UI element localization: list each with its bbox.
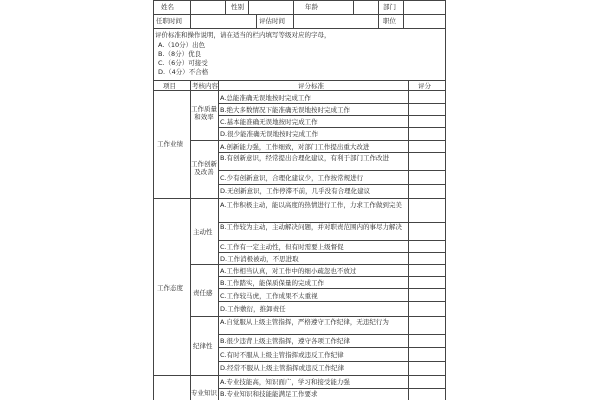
rule [190, 316, 445, 317]
rule [190, 140, 445, 141]
criterion: D.工作敷衍，推卸责任 [220, 305, 286, 313]
criterion: B.有创新意识，经常提出合理化建议，有利于部门工作改进 [220, 154, 390, 162]
criterion: D.很少能准确无误地按时完成工作 [220, 130, 319, 138]
section-item: 工作态度 [157, 284, 183, 292]
criterion: A.工作相当认真，对工作中的细小疏忽也不放过 [220, 267, 357, 275]
criterion: C.工作有一定主动性，但有时需要上级督促 [220, 243, 344, 251]
col-standard: 评分标准 [298, 82, 324, 90]
criterion: C.基本能准确无误地按时完成工作 [220, 118, 318, 126]
gender-label: 性别 [231, 3, 244, 11]
tenure-label: 任职时间 [156, 17, 182, 25]
rule [153, 198, 445, 199]
criterion: B.很少违背上级主管指挥，遵守各项工作纪律 [220, 337, 351, 345]
group-name: 工作创新及改善 [191, 160, 217, 176]
group-name: 主动性 [193, 228, 213, 236]
criterion: A.总能准确无误地按时完成工作 [220, 94, 311, 102]
criterion: D.无创新意识，工作停滞不前，几乎没有合理化建议 [220, 187, 371, 195]
col-item: 项目 [163, 82, 176, 90]
criterion: B.工作踏实，能保质保量的完成工作 [220, 279, 325, 287]
criterion: B.绝大多数情况下能准确无误地按时完成工作 [220, 106, 351, 114]
criterion: D.经常不服从上级主管指挥或违反工作纪律 [220, 364, 345, 372]
level-c: C.（6分）可接受 [158, 59, 208, 67]
instructions-intro: 评价标准和操作说明，请在适当的栏内填写等级对应的字母， [155, 31, 331, 39]
criterion: A.自觉服从上级主管指挥，严格遵守工作纪律，无违纪行为 [220, 318, 389, 326]
criterion: C.少有创新意识，合理化建议少，工作按常规进行 [220, 174, 364, 182]
rule [153, 375, 445, 376]
rule [153, 80, 445, 81]
eval-time-label: 评估时间 [259, 17, 285, 25]
criterion: A.专业技能高，知识面广，学习和接受能力强 [220, 378, 350, 386]
group-name: 纪律性 [193, 342, 213, 350]
position-label: 职位 [383, 17, 396, 25]
level-b: B.（8分）优良 [158, 50, 202, 58]
rule [153, 28, 445, 29]
criterion: D.工作消极被动，不思进取 [220, 255, 299, 263]
age-label: 年龄 [305, 3, 318, 11]
rule [153, 0, 445, 1]
group-name: 工作质量和效率 [191, 105, 217, 121]
rule [190, 264, 445, 265]
dept-label: 部门 [383, 3, 396, 11]
criterion: B.专业知识和技能能满足工作要求 [220, 390, 318, 398]
col-score: 评分 [418, 82, 431, 90]
level-d: D.（4分）不合格 [158, 68, 209, 76]
rule [153, 14, 445, 15]
section-item: 工作业绩 [157, 140, 183, 148]
name-label: 姓名 [161, 3, 174, 11]
col-indicator: 考核内容 [192, 82, 218, 90]
criterion: A.工作积极主动，能以高度的热情进行工作，力求工作做到完美 [220, 201, 402, 209]
group-name: 责任感 [193, 289, 213, 297]
group-name: 专业知识 [191, 389, 217, 397]
criterion: B.工作较为主动，主动解决问题，并对职责范围内的事尽力解决 [220, 223, 403, 231]
criterion: C.有时不服从上级主管指挥或违反工作纪律 [220, 351, 344, 359]
evaluation-form [153, 0, 445, 400]
level-a: A.（10分）出色 [158, 41, 206, 49]
criterion: A.创新能力强，工作细致，对部门工作提出重大改进 [220, 143, 370, 151]
rule [153, 90, 445, 91]
criterion: C.工作较马虎，工作成果不太重视 [220, 292, 318, 300]
